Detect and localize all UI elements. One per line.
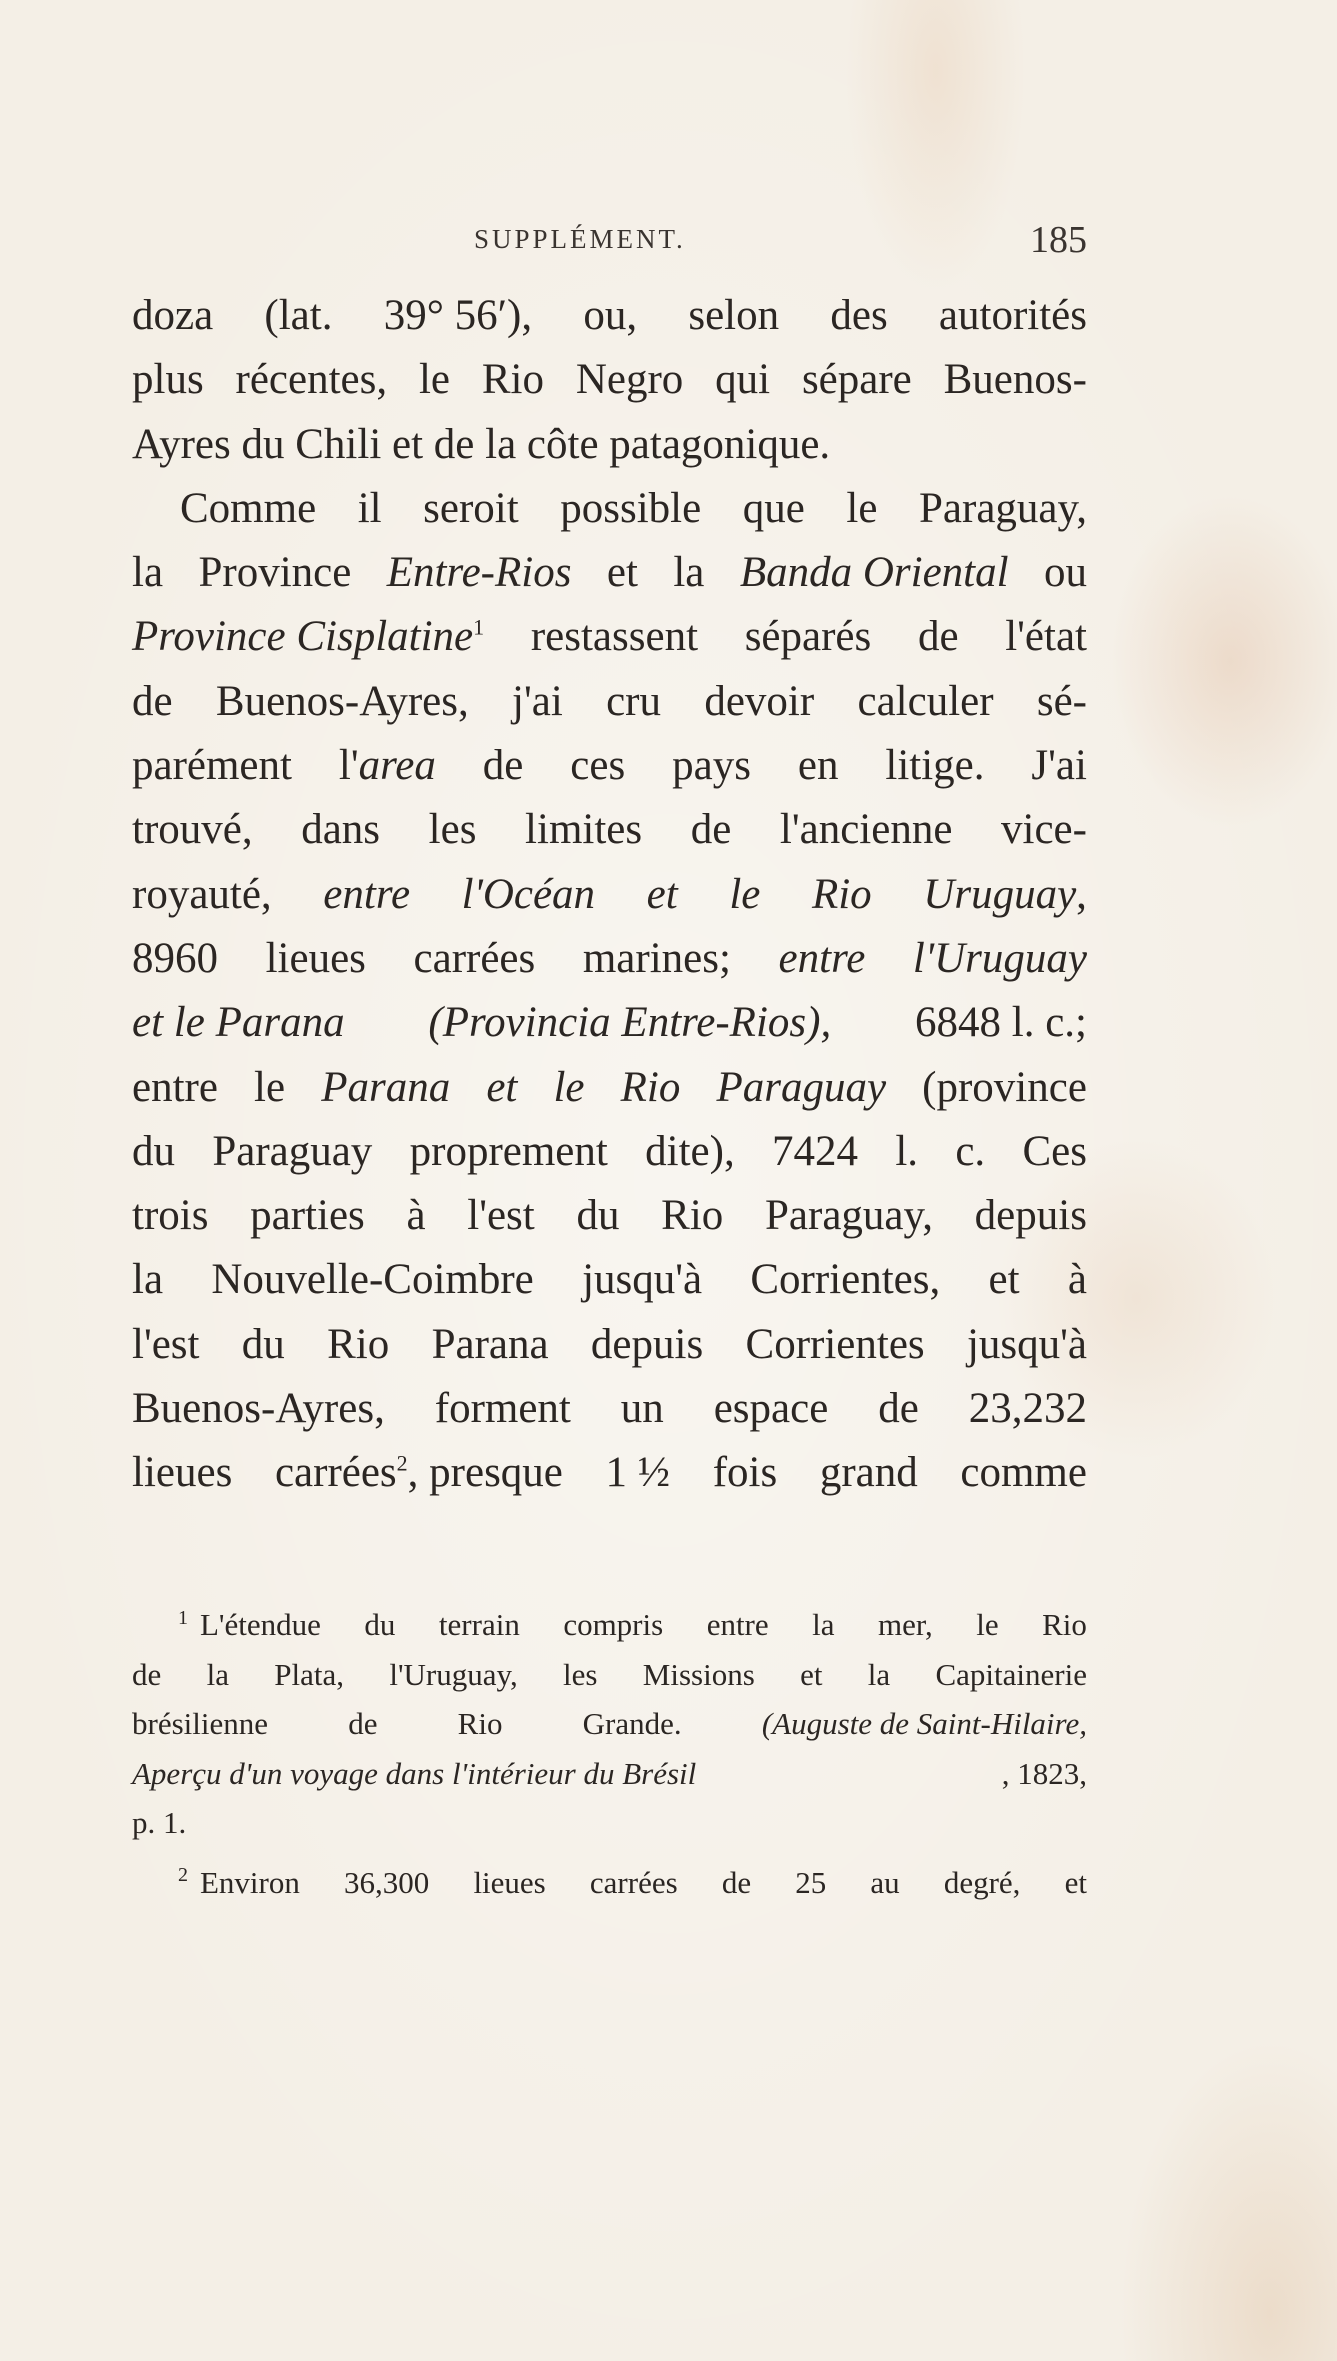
- text-line: Province Cisplatine$^1$ restassent séparés de l'état: [132, 613, 1087, 661]
- text-line: la Nouvelle-Coimbre jusqu'à Corrientes, et à: [132, 1256, 1087, 1304]
- footnote-line: p. 1.: [132, 1805, 187, 1840]
- running-head: [132, 218, 1087, 268]
- text-line: de Buenos-Ayres, j'ai cru devoir calculer sé-: [132, 677, 1087, 725]
- text-line: royauté, entre l'Océan et le Rio Uruguay,: [132, 870, 1087, 918]
- text-line: trouvé, dans les limites de l'ancienne vice-: [132, 806, 1087, 854]
- text-line: Ayres du Chili et de la côte patagonique.: [132, 420, 831, 468]
- paragraph-start-line: Comme il seroit possible que le Paraguay,: [180, 484, 1087, 532]
- footnote-ref-1: 1: [473, 615, 485, 641]
- footnote-mark: 2: [178, 1864, 188, 1887]
- text-line: entre le Parana et le Rio Paraguay (province: [132, 1063, 1087, 1111]
- text-line: lieues carrées$^2$, presque 1 ½ fois grand comme: [132, 1449, 1087, 1497]
- text-line: 8960 lieues carrées marines; entre l'Uruguay: [132, 934, 1087, 982]
- body-text: [132, 284, 1087, 1506]
- footnote-2: $^2$ Environ 36,300 lieues carrées de 25 au degré, et: [178, 1864, 1087, 1900]
- footnote-ref-2: 2: [396, 1451, 408, 1477]
- page-number: 185: [1030, 219, 1087, 261]
- footnote-line: Aperçu d'un voyage dans l'intérieur du Brésil , 1823,: [132, 1755, 1087, 1791]
- footnote-mark: 1: [178, 1606, 188, 1629]
- text-line: trois parties à l'est du Rio Paraguay, depuis: [132, 1192, 1087, 1240]
- footnote-line: de la Plata, l'Uruguay, les Missions et la Capitainerie: [132, 1656, 1087, 1692]
- text-line: et le Parana (Provincia Entre-Rios), 6848 l. c.;: [132, 999, 1087, 1047]
- text-line: l'est du Rio Parana depuis Corrientes jusqu'à: [132, 1320, 1087, 1368]
- running-head-title: SUPPLÉMENT.: [474, 224, 686, 254]
- text-line: plus récentes, le Rio Negro qui sépare Buenos-: [132, 356, 1087, 404]
- footnotes: [132, 1600, 1087, 1907]
- text-line: du Paraguay proprement dite), 7424 l. c. Ces: [132, 1127, 1087, 1175]
- text-line: doza (lat. 39° 56′), ou, selon des autorités: [132, 292, 1087, 339]
- text-line: parément l'area de ces pays en litige. J'ai: [132, 742, 1087, 790]
- text-line: la Province Entre-Rios et la Banda Oriental ou: [132, 549, 1087, 597]
- text-line: Buenos-Ayres, forment un espace de 23,232: [132, 1385, 1087, 1433]
- footnote-1: $^1$ L'étendue du terrain compris entre la mer, le Rio: [178, 1606, 1087, 1642]
- footnote-line: brésilienne de Rio Grande. (Auguste de Saint-Hilaire,: [132, 1706, 1087, 1741]
